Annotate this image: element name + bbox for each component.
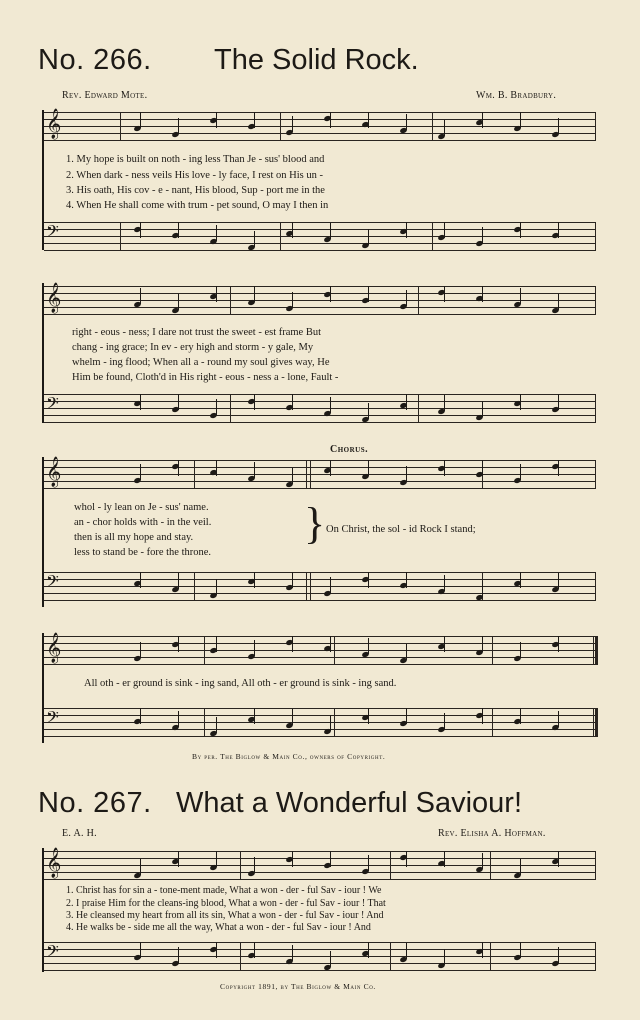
hymn-number: No. 267. (38, 787, 152, 819)
bass-staff (44, 708, 596, 736)
lyric-verse-1: 1. My hope is built on noth - ing less Than Je - sus' blood and (66, 154, 325, 165)
note-stem (368, 942, 369, 958)
note-stem (444, 286, 445, 302)
note-stem (178, 851, 179, 867)
note-stem (292, 636, 293, 652)
note-stem (444, 460, 445, 476)
note-stem (330, 951, 331, 967)
note-stem (140, 112, 141, 128)
note-stem (330, 460, 331, 476)
note-stem (482, 853, 483, 869)
note-stem (368, 460, 369, 476)
note-stem (254, 708, 255, 724)
note-stem (330, 715, 331, 731)
treble-clef-icon: 𝄞 (46, 283, 62, 312)
note-stem (406, 466, 407, 482)
note-stem (292, 572, 293, 588)
note-stem (558, 947, 559, 963)
note-stem (368, 708, 369, 724)
note-stem (178, 711, 179, 727)
note-stem (216, 460, 217, 476)
note-stem (368, 286, 369, 302)
note-stem (254, 462, 255, 478)
note-stem (254, 112, 255, 128)
treble-clef-icon: 𝄞 (46, 848, 62, 877)
note-stem (216, 225, 217, 241)
note-stem (292, 709, 293, 725)
note-stem (482, 460, 483, 476)
note-stem (216, 636, 217, 652)
note-stem (254, 231, 255, 247)
note-stem (140, 942, 141, 958)
note-stem (178, 294, 179, 310)
note-stem (178, 222, 179, 238)
note-stem (178, 460, 179, 476)
note-stem (520, 112, 521, 128)
note-stem (406, 572, 407, 588)
note-stem (330, 577, 331, 593)
bass-clef-icon: 𝄢 (46, 223, 59, 245)
note-stem (140, 708, 141, 724)
note-stem (292, 468, 293, 484)
note-stem (216, 112, 217, 128)
note-stem (482, 401, 483, 417)
note-stem (292, 851, 293, 867)
note-stem (520, 394, 521, 410)
note-stem (444, 713, 445, 729)
lyric-verse-2: 2. When dark - ness veils His love - ly face, I rest on His un - (66, 170, 323, 181)
note-stem (482, 636, 483, 652)
note-stem (558, 222, 559, 238)
note-stem (406, 114, 407, 130)
note-stem (444, 222, 445, 238)
lyric-verse-2: chang - ing grace; In ev - ery high and storm - y gale, My (72, 342, 314, 353)
bass-staff (44, 394, 596, 422)
note-stem (292, 222, 293, 238)
note-stem (254, 572, 255, 588)
note-stem (254, 286, 255, 302)
note-stem (292, 292, 293, 308)
note-stem (330, 286, 331, 302)
note-stem (444, 851, 445, 867)
hymn-title: What a Wonderful Saviour! (176, 787, 523, 819)
note-stem (558, 851, 559, 867)
note-stem (254, 942, 255, 958)
treble-staff (44, 633, 596, 664)
note-stem (558, 118, 559, 134)
bass-clef-icon: 𝄢 (46, 573, 59, 595)
note-stem (140, 642, 141, 658)
note-stem (330, 223, 331, 239)
note-stem (216, 399, 217, 415)
note-stem (178, 394, 179, 410)
note-stem (444, 120, 445, 136)
lyric-verse-4: 4. When He shall come with trum - pet sound, O may I then in (66, 200, 329, 211)
note-stem (216, 579, 217, 595)
note-stem (216, 851, 217, 867)
note-stem (330, 636, 331, 652)
note-stem (406, 851, 407, 867)
lyric-verse-1: 1. Christ has for sin a - tone-ment made, What a won - der - ful Sav - iour ! We (66, 885, 382, 896)
chorus-lyric-1: On Christ, the sol - id Rock I stand; (326, 524, 476, 535)
note-stem (254, 394, 255, 410)
copyright-notice: Copyright 1891, by The Biglow & Main Co. (220, 982, 376, 991)
note-stem (178, 573, 179, 589)
lyric-verse-2: 2. I praise Him for the cleans-ing blood, What a won - der - ful Sav - iour ! That (66, 898, 386, 909)
treble-staff (44, 457, 596, 488)
note-stem (140, 394, 141, 410)
lyric-verse-1: whol - ly lean on Je - sus' name. (74, 502, 209, 513)
hymn-number: No. 266. (38, 44, 152, 76)
note-stem (216, 286, 217, 302)
note-stem (178, 636, 179, 652)
note-stem (406, 708, 407, 724)
note-stem (406, 943, 407, 959)
bass-clef-icon: 𝄢 (46, 943, 59, 965)
note-stem (558, 636, 559, 652)
note-stem (330, 112, 331, 128)
note-stem (520, 859, 521, 875)
chorus-label: Chorus. (330, 444, 369, 455)
note-stem (558, 460, 559, 476)
copyright-notice: By per. The Biglow & Main Co., owners of Copyright. (192, 752, 386, 761)
bass-staff (44, 222, 596, 250)
bass-staff (44, 572, 596, 600)
note-stem (406, 394, 407, 410)
hymn-title: The Solid Rock. (214, 44, 419, 76)
note-stem (368, 403, 369, 419)
note-stem (520, 572, 521, 588)
treble-staff (44, 109, 596, 140)
note-stem (330, 851, 331, 867)
note-stem (520, 464, 521, 480)
lyric-verse-2: an - chor holds with - in the veil. (74, 517, 212, 528)
note-stem (292, 116, 293, 132)
words-credit: E. A. H. (62, 828, 97, 839)
note-stem (558, 394, 559, 410)
note-stem (178, 947, 179, 963)
note-stem (520, 642, 521, 658)
note-stem (330, 397, 331, 413)
note-stem (444, 395, 445, 411)
bass-clef-icon: 𝄢 (46, 395, 59, 417)
note-stem (368, 572, 369, 588)
note-stem (368, 112, 369, 128)
music-credit: Wm. B. Bradbury. (476, 90, 557, 101)
note-stem (482, 708, 483, 724)
note-stem (558, 711, 559, 727)
lyric-verse-4: less to stand be - fore the throne. (74, 547, 212, 558)
note-stem (368, 638, 369, 654)
note-stem (178, 118, 179, 134)
note-stem (254, 857, 255, 873)
note-stem (444, 575, 445, 591)
verse-brace-icon: } (304, 499, 326, 548)
note-stem (140, 572, 141, 588)
note-stem (406, 290, 407, 306)
note-stem (482, 942, 483, 958)
note-stem (292, 394, 293, 410)
treble-staff (44, 283, 596, 314)
lyric-verse-3: 3. He cleansed my heart from all its sin, What a won - der - ful Sav - iour ! And (66, 910, 384, 921)
note-stem (292, 945, 293, 961)
lyric-verse-3: whelm - ing flood; When all a - round my soul gives way, He (72, 357, 330, 368)
treble-clef-icon: 𝄞 (46, 109, 62, 138)
bass-staff (44, 942, 596, 970)
note-stem (520, 942, 521, 958)
note-stem (482, 581, 483, 597)
note-stem (482, 112, 483, 128)
lyric-verse-3: 3. His oath, His cov - e - nant, His blood, Sup - port me in the (66, 185, 325, 196)
treble-clef-icon: 𝄞 (46, 457, 62, 486)
note-stem (520, 222, 521, 238)
note-stem (406, 644, 407, 660)
lyric-verse-1: right - eous - ness; I dare not trust the sweet - est frame But (72, 327, 322, 338)
treble-clef-icon: 𝄞 (46, 633, 62, 662)
note-stem (254, 640, 255, 656)
note-stem (558, 573, 559, 589)
note-stem (520, 708, 521, 724)
note-stem (520, 288, 521, 304)
treble-staff (44, 848, 596, 879)
note-stem (140, 859, 141, 875)
note-stem (368, 229, 369, 245)
note-stem (368, 855, 369, 871)
note-stem (140, 464, 141, 480)
lyric-verse-3: then is all my hope and stay. (74, 532, 194, 543)
note-stem (444, 636, 445, 652)
lyric-verse-4: 4. He walks be - side me all the way, What a won - der - ful Sav - iour ! And (66, 922, 371, 933)
note-stem (558, 294, 559, 310)
words-credit: Rev. Edward Mote. (62, 90, 148, 101)
note-stem (216, 942, 217, 958)
note-stem (482, 286, 483, 302)
note-stem (482, 227, 483, 243)
chorus-lyric-2: All oth - er ground is sink - ing sand, All oth - er ground is sink - ing sand. (84, 678, 397, 689)
music-credit: Rev. Elisha A. Hoffman. (438, 828, 546, 839)
note-stem (140, 288, 141, 304)
bass-clef-icon: 𝄢 (46, 709, 59, 731)
note-stem (140, 222, 141, 238)
note-stem (406, 222, 407, 238)
lyric-verse-4: Him be found, Cloth'd in His right - eous - ness a - lone, Fault - (72, 372, 339, 383)
note-stem (444, 949, 445, 965)
note-stem (216, 717, 217, 733)
